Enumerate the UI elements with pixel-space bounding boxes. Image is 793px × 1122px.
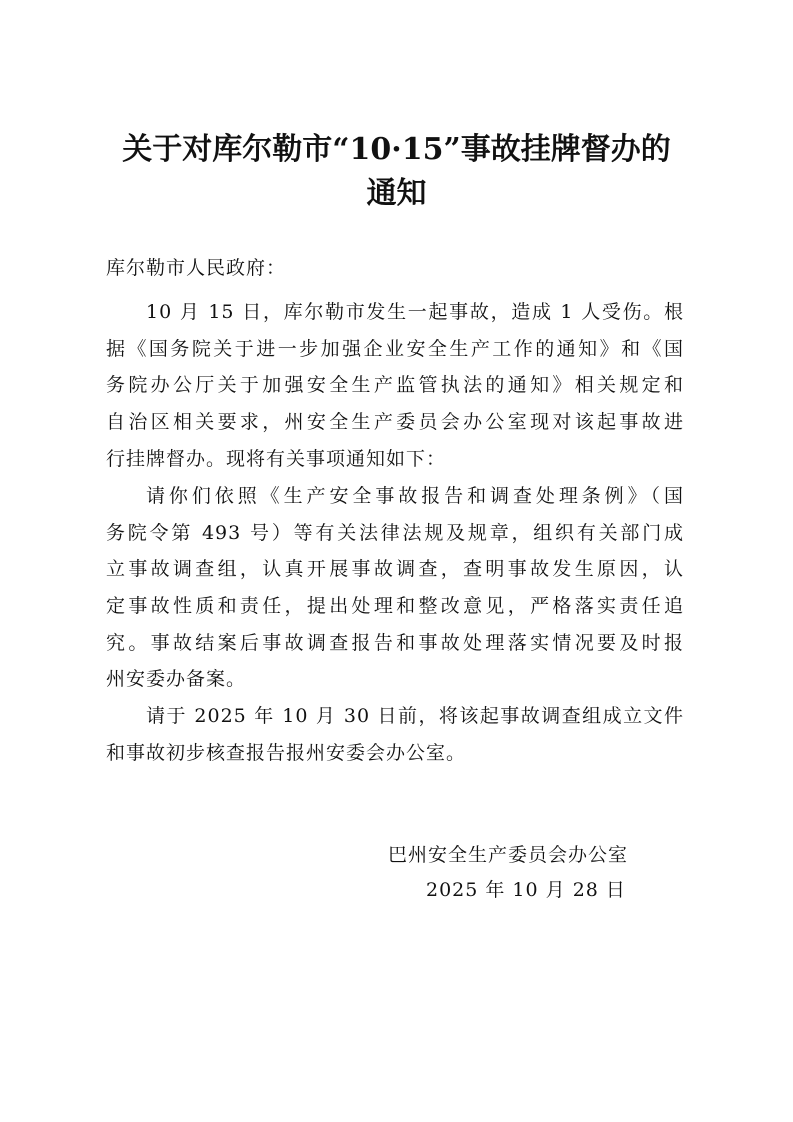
paragraph-2 xyxy=(106,478,684,698)
paragraph-line: 据《国务院关于进一步加强企业安全生产工作的通知》和《国 xyxy=(106,337,684,360)
paragraph-line: 请于 2025 年 10 月 30 日前，将该起事故调查组成立文件 xyxy=(146,705,684,727)
paragraph-3 xyxy=(106,698,684,771)
paragraph-line: 究。事故结案后事故调查报告和事故处理落实情况要及时报 xyxy=(106,631,684,654)
paragraph-1 xyxy=(106,294,684,477)
document-title xyxy=(0,128,793,216)
addressee: 库尔勒市人民政府： xyxy=(106,257,287,279)
title-line-2: 通知 xyxy=(366,176,427,211)
paragraph-line: 州安委办备案。 xyxy=(106,668,247,691)
signature-organization: 巴州安全生产委员会办公室 xyxy=(388,844,629,866)
paragraph-line: 自治区相关要求，州安全生产委员会办公室现对该起事故进 xyxy=(106,411,684,434)
paragraph-line: 定事故性质和责任，提出处理和整改意见，严格落实责任追 xyxy=(106,595,684,618)
paragraph-line: 请你们依照《生产安全事故报告和调查处理条例》（国 xyxy=(146,485,684,507)
paragraph-line: 立事故调查组，认真开展事故调查，查明事故发生原因，认 xyxy=(106,558,684,581)
paragraph-line: 10 月 15 日，库尔勒市发生一起事故，造成 1 人受伤。根 xyxy=(146,301,684,323)
paragraph-line: 务院办公厅关于加强安全生产监管执法的通知》相关规定和 xyxy=(106,374,684,397)
paragraph-line: 务院令第 493 号）等有关法律法规及规章，组织有关部门成 xyxy=(106,521,684,544)
signature-date: 2025 年 10 月 28 日 xyxy=(426,879,626,901)
paragraph-line: 行挂牌督办。现将有关事项通知如下： xyxy=(106,447,447,470)
title-line-1: 关于对库尔勒市“10·15”事故挂牌督办的 xyxy=(122,132,671,167)
paragraph-line: 和事故初步核查报告报州安委会办公室。 xyxy=(106,741,467,764)
